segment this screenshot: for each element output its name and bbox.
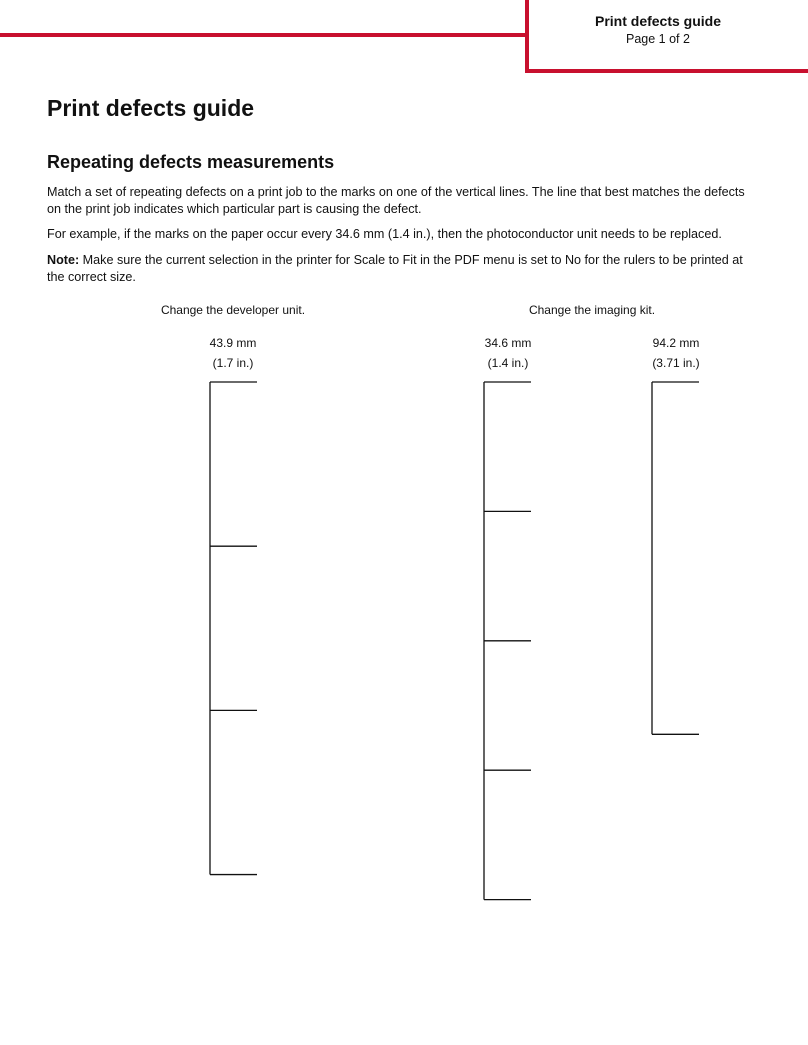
page-number: Page 1 of 2	[626, 32, 690, 46]
intro-paragraph: Match a set of repeating defects on a print job to the marks on one of the vertical lines. The line that best matches the defects on the print job indicates which particular part is causing the defect.	[47, 185, 745, 216]
example-paragraph: For example, if the marks on the paper occur every 34.6 mm (1.4 in.), then the photoconductor unit needs to be replaced.	[47, 227, 722, 241]
header-title: Print defects guide	[594, 13, 722, 29]
imaging-caption: Change the imaging kit.	[528, 303, 656, 317]
ruler-3-mm: 94.2 mm	[652, 336, 700, 350]
note-label: Note:	[47, 253, 80, 267]
ruler-2-mm: 34.6 mm	[484, 336, 532, 350]
ruler-3-inches: (3.71 in.)	[652, 356, 700, 370]
developer-caption: Change the developer unit.	[160, 303, 306, 317]
note-text: Make sure the current selection in the printer for Scale to Fit in the PDF menu is set to No for the rulers to be printed at the correct size.	[47, 253, 743, 284]
page-title: Print defects guide	[47, 95, 255, 121]
ruler-1-mm: 43.9 mm	[209, 336, 257, 350]
ruler-2-inches: (1.4 in.)	[487, 356, 529, 370]
section-title: Repeating defects measurements	[47, 152, 335, 172]
ruler-1-inches: (1.7 in.)	[212, 356, 254, 370]
